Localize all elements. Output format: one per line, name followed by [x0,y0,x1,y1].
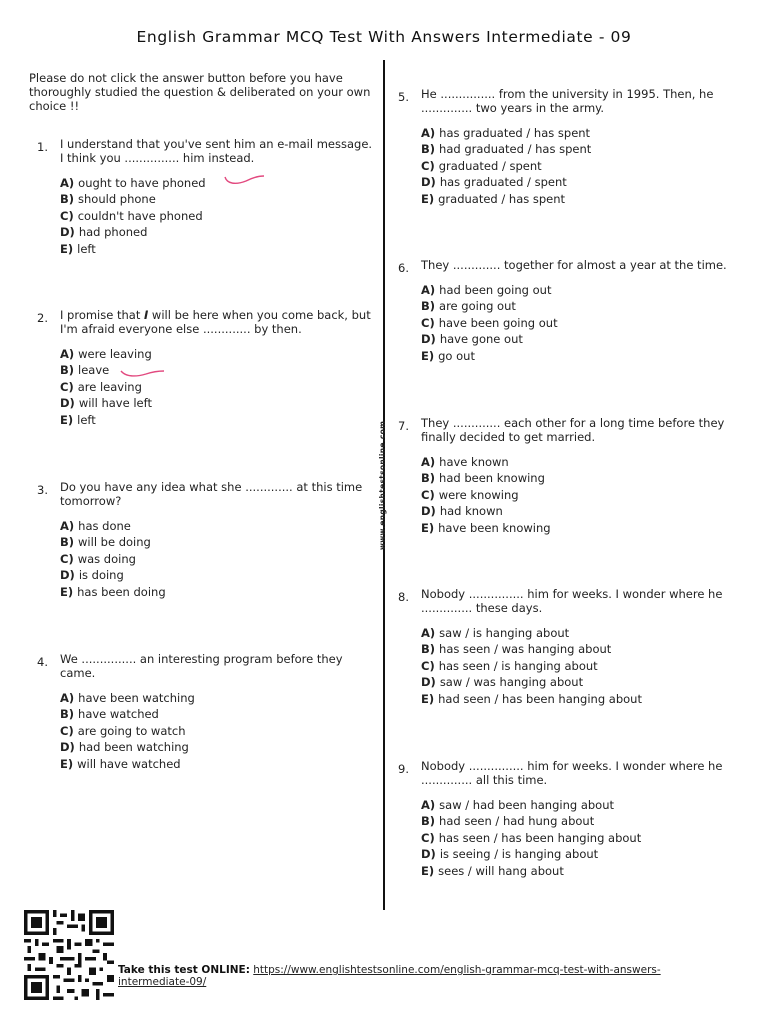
intro-text: Please do not click the answer button before you have thoroughly studied the question & deliberated on your own choice !! [29,71,371,113]
question-number: 6. [398,261,409,275]
option-list [60,690,376,772]
question-number: 2. [37,311,48,325]
option-list [60,518,376,600]
option-e[interactable]: E) go out [421,348,475,363]
question-2 [37,308,376,428]
option-e[interactable]: E) left [60,241,96,256]
question-number: 1. [37,140,48,154]
question-8 [398,587,741,707]
test-online-link[interactable]: https://www.englishtestsonline.com/english-grammar-mcq-test-with-answers-intermediate-09/ [118,964,661,988]
option-c[interactable]: C) has seen / is hanging about [421,658,598,673]
question-number: 9. [398,762,409,776]
option-a[interactable]: A) were leaving [60,347,152,361]
option-d[interactable]: D) saw / was hanging about [421,675,584,690]
option-c[interactable]: C) graduated / spent [421,158,542,173]
option-b[interactable]: B) had graduated / has spent [421,142,592,157]
question-number: 5. [398,90,409,104]
option-d[interactable]: D) will have left [60,396,152,411]
option-b[interactable]: B) had been knowing [421,471,545,486]
option-b[interactable]: B) will be doing [60,535,151,550]
question-number: 3. [37,483,48,497]
question-9 [398,759,741,879]
question-3 [37,480,376,600]
option-b[interactable]: B) has seen / was hanging about [421,642,612,657]
option-a[interactable]: A) has graduated / has spent [421,126,591,140]
question-stem: Nobody ............... him for weeks. I wonder where he .............. these days. [421,587,723,615]
option-list [421,625,741,707]
option-b[interactable]: B) had seen / had hung about [421,814,595,829]
option-a[interactable]: A) ought to have phoned [60,176,206,190]
question-stem: I promise that I will be here when you come back, but I'm afraid everyone else ............. by then. [60,308,371,336]
option-d[interactable]: D) had phoned [60,225,148,240]
option-b[interactable]: B) should phone [60,192,156,207]
question-stem: Nobody ............... him for weeks. I wonder where he .............. all this time. [421,759,723,787]
option-b[interactable]: B) leave [60,363,110,378]
watermark: www.englishtestsonline.com [378,420,387,550]
option-b[interactable]: B) are going out [421,299,516,314]
question-stem: We ............... an interesting program before they came. [60,652,343,680]
option-list [60,346,376,428]
option-d[interactable]: D) have gone out [421,332,523,347]
option-e[interactable]: E) have been knowing [421,520,551,535]
option-e[interactable]: E) had seen / has been hanging about [421,691,642,706]
answer-check-mark-icon [222,172,266,186]
option-e[interactable]: E) graduated / has spent [421,191,566,206]
question-number: 7. [398,419,409,433]
option-d[interactable]: D) has graduated / spent [421,175,567,190]
question-5 [398,87,741,207]
qr-code-icon[interactable] [24,910,114,1000]
option-list [421,454,741,536]
option-c[interactable]: C) couldn't have phoned [60,208,203,223]
option-list [60,175,376,257]
footer-label: Take this test ONLINE: [118,964,250,976]
option-a[interactable]: A) has done [60,519,131,533]
option-list [421,125,741,207]
option-e[interactable]: E) sees / will hang about [421,863,564,878]
option-c[interactable]: C) are leaving [60,379,142,394]
option-a[interactable]: A) saw / is hanging about [421,626,570,640]
question-7 [398,416,741,536]
option-e[interactable]: E) will have watched [60,756,181,771]
answer-check-mark-icon [118,364,166,378]
option-c[interactable]: C) was doing [60,551,136,566]
option-b[interactable]: B) have watched [60,707,159,722]
option-e[interactable]: E) has been doing [60,584,166,599]
question-1 [37,137,376,257]
option-d[interactable]: D) had known [421,504,503,519]
question-stem: Do you have any idea what she ............. at this time tomorrow? [60,480,363,508]
footer-link-line [118,964,718,988]
option-list [421,797,741,879]
option-d[interactable]: D) is seeing / is hanging about [421,847,599,862]
question-stem: I understand that you've sent him an e-mail message. I think you ............... him instead. [60,137,373,165]
question-4 [37,652,376,772]
option-c[interactable]: C) were knowing [421,487,519,502]
option-c[interactable]: C) has seen / has been hanging about [421,830,642,845]
option-e[interactable]: E) left [60,412,96,427]
option-c[interactable]: C) are going to watch [60,723,186,738]
question-number: 8. [398,590,409,604]
page-title: English Grammar MCQ Test With Answers Intermediate - 09 [136,28,632,46]
option-d[interactable]: D) is doing [60,568,124,583]
option-c[interactable]: C) have been going out [421,315,558,330]
question-stem: They ............. each other for a long time before they finally decided to get married. [421,416,725,444]
question-6 [398,258,751,364]
option-a[interactable]: A) have known [421,455,509,469]
option-a[interactable]: A) saw / had been hanging about [421,798,615,812]
question-stem: They ............. together for almost a year at the time. [421,258,727,272]
option-d[interactable]: D) had been watching [60,740,189,755]
option-a[interactable]: A) have been watching [60,691,195,705]
option-a[interactable]: A) had been going out [421,283,552,297]
question-number: 4. [37,655,48,669]
question-stem: He ............... from the university in 1995. Then, he .............. two years in the army. [421,87,714,115]
option-list [421,282,751,364]
